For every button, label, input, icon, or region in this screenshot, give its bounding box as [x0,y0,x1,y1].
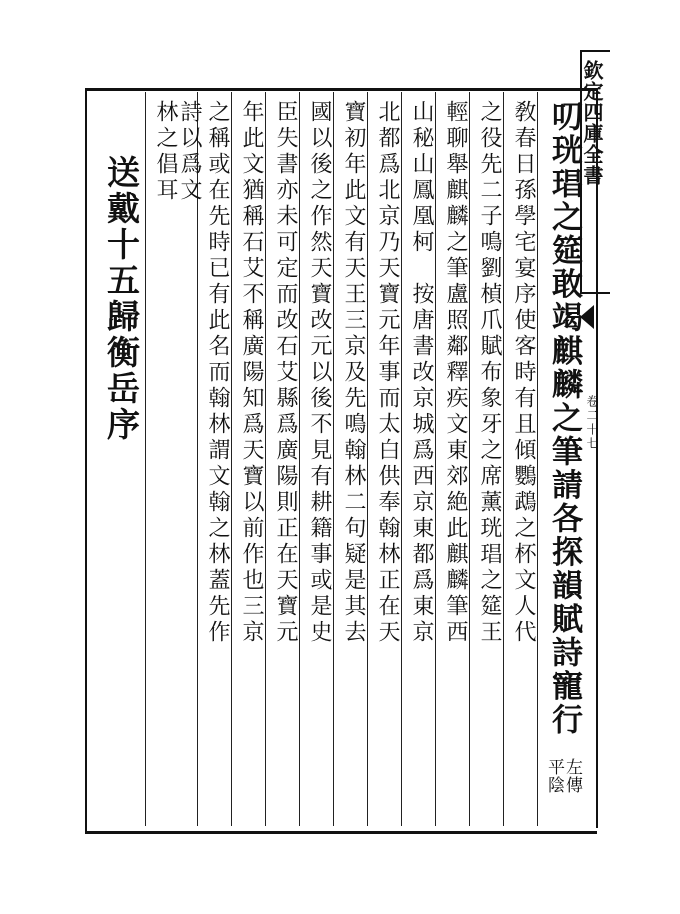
essay-title: 送戴十五歸衡岳序 [102,155,141,443]
volume-label: 卷二十七 [585,395,599,451]
text-column-10: 年此文猶稱石艾不稱廣陽知爲天寶以前作也三京 [239,100,264,646]
column-rule [145,92,146,826]
text-column-12: 詩以爲文 [177,100,202,204]
annotation-note: 平陰 [544,758,564,794]
text-column-5: 山秘山鳳凰柯 按唐書改京城爲西京東都爲東京 [409,100,434,646]
text-column-9: 臣失書亦未可定而改石艾縣爲廣陽則正在天寶元 [273,100,298,646]
text-column-4: 輕聊舉麒麟之筆盧照鄰釋疾文東郊絶此麒麟筆西 [443,100,468,646]
text-column-6: 北都爲北京乃天寶元年事而太白供奉翰林正在天 [375,100,400,646]
text-column-1: 叨珖琩之筵敢竭麒麟之筆請各探韻賦詩寵行 [546,100,582,737]
text-column-11: 之稱或在先時已有此名而翰林謂文翰之林蓋先作 [205,100,230,646]
text-column-7: 寶初年此文有天王三京及先鳴翰林二句疑是其去 [341,100,366,646]
annotation-note: 左傳 [562,758,582,794]
text-column-8: 國以後之作然天寶改元以後不見有耕籍事或是史 [307,100,332,646]
text-column-3: 之役先二子鳴劉楨爪賦布象牙之席薰珖琩之筵王 [477,100,502,646]
text-column-13: 林之倡耳 [153,100,178,204]
text-column-2: 敎春日孫學宅宴序使客時有且傾鸚鵡之杯文人代 [511,100,536,646]
margin-title: 欽定四庫全書 [580,60,604,186]
